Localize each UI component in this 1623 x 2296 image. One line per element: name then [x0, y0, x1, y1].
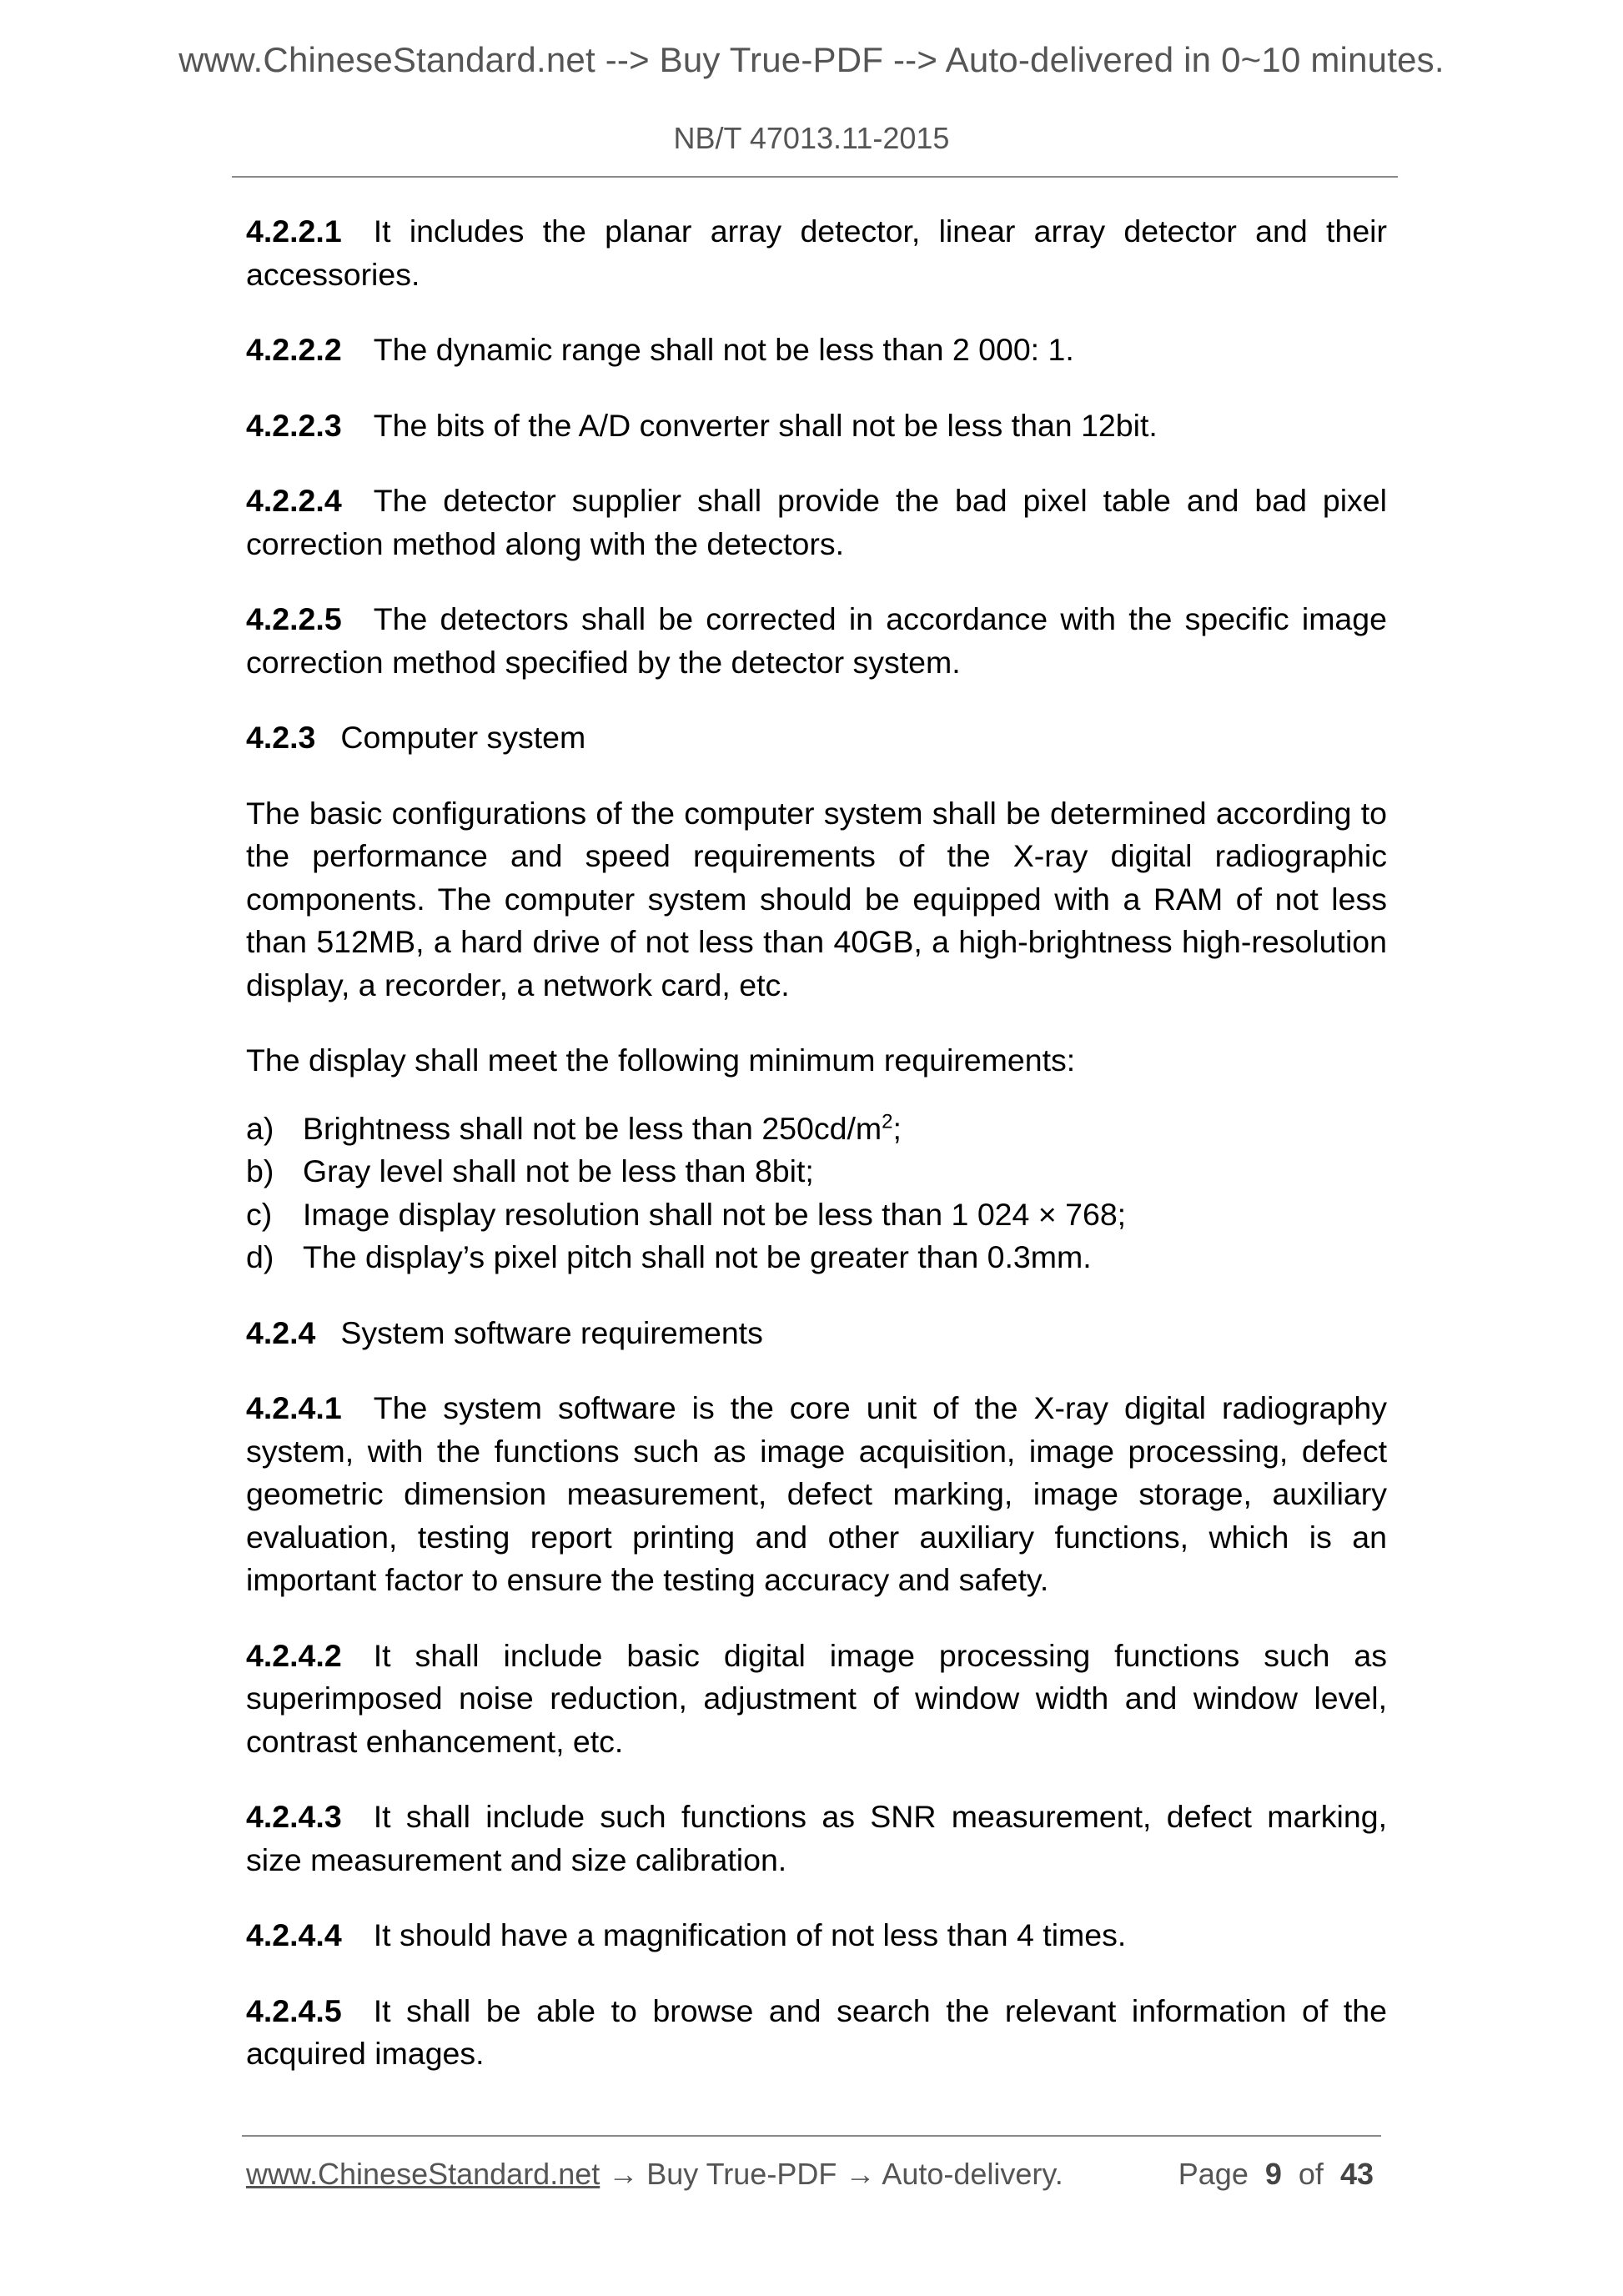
- display-requirements-list: [246, 1108, 1387, 1279]
- list-item: [246, 1108, 1387, 1151]
- clause-text: It shall be able to browse and search the relevant information of the acquired images.: [246, 1992, 1387, 2071]
- list-text: Brightness shall not be less than $250cd/m^2$;: [303, 1110, 902, 1146]
- total-pages: 43: [1339, 2157, 1374, 2191]
- list-label: d): [246, 1239, 274, 1274]
- clause-number: 4.2.4.5: [246, 1992, 342, 2028]
- clause-number: 4.2.4.1: [246, 1390, 342, 1425]
- clause-text: It includes the planar array detector, linear array detector and their accessories.: [246, 214, 1387, 292]
- clause-4-2-2-3: [246, 404, 1387, 448]
- clause-number: 4.2.2.1: [246, 214, 342, 249]
- heading-text: System software requirements: [340, 1314, 763, 1350]
- clause-4-2-4-5: [246, 1990, 1387, 2076]
- heading-text: Computer system: [340, 720, 586, 755]
- clause-text: The dynamic range shall not be less than 2 000: 1.: [373, 332, 1074, 367]
- clause-number: 4.2.2.4: [246, 483, 342, 518]
- list-text: The display’s pixel pitch shall not be greater than 0.3mm.: [303, 1239, 1092, 1274]
- clause-text: It should have a magnification of not less than 4 times.: [373, 1917, 1127, 1952]
- list-item: [246, 1236, 1387, 1279]
- footer-promo-text: → Buy True-PDF → Auto-delivery.: [600, 2157, 1063, 2191]
- clause-number: 4.2.4.2: [246, 1637, 342, 1673]
- clause-text: It shall include basic digital image processing functions such as superimposed noise reduction, adjustment of window width and window level, contrast enhancement, etc.: [246, 1637, 1387, 1759]
- clause-number: 4.2.4.3: [246, 1799, 342, 1834]
- clause-number: 4.2.4.4: [246, 1917, 342, 1952]
- clause-4-2-4-4: [246, 1914, 1387, 1957]
- clause-4-2-4-1: [246, 1387, 1387, 1602]
- list-label: b): [246, 1153, 274, 1188]
- clause-4-2-4-3: [246, 1796, 1387, 1882]
- heading-4-2-3: [246, 716, 1387, 760]
- list-text: Gray level shall not be less than 8bit;: [303, 1153, 814, 1188]
- clause-4-2-2-2: [246, 329, 1387, 372]
- paragraph-computer-config: The basic configurations of the computer system shall be determined according to the performance and speed requirements of the X-ray digital radiographic components. The computer system should be equipped with a RAM of not less than 512MB, a hard drive of not less than 40GB, a high-brightness high-resolution display, a recorder, a network card, etc.: [246, 795, 1387, 1002]
- paragraph-display-intro: The display shall meet the following minimum requirements:: [246, 1042, 1076, 1078]
- footer-divider: [242, 2135, 1381, 2137]
- top-banner: www.ChineseStandard.net --> Buy True-PDF --> Auto-delivered in 0~10 minutes.: [178, 40, 1445, 79]
- clause-text: It shall include such functions as SNR measurement, defect marking, size measurement and size calibration.: [246, 1799, 1387, 1877]
- clause-text: The bits of the A/D converter shall not be less than 12bit.: [373, 407, 1158, 443]
- clause-text: The system software is the core unit of the X-ray digital radiography system, with the functions such as image acquisition, image processing, defect geometric dimension measurement, defect marking, image storage, auxiliary evaluation, testing report printing and other auxiliary functions, which is an important factor to ensure the testing accuracy and safety.: [246, 1390, 1387, 1597]
- list-item: [246, 1193, 1387, 1237]
- current-page: 9: [1264, 2157, 1282, 2191]
- footer-site-link[interactable]: www.ChineseStandard.net: [246, 2157, 600, 2191]
- footer-promo: [246, 2157, 1063, 2192]
- document-id: NB/T 47013.11-2015: [673, 121, 950, 155]
- clause-4-2-2-5: [246, 598, 1387, 684]
- clause-4-2-2-1: [246, 210, 1387, 296]
- list-text: Image display resolution shall not be less than 1 024 × 768;: [303, 1196, 1127, 1232]
- header-divider: [232, 176, 1398, 178]
- clause-number: 4.2.2.2: [246, 332, 342, 367]
- list-item: [246, 1150, 1387, 1193]
- list-label: a): [246, 1110, 274, 1146]
- heading-4-2-4: [246, 1312, 1387, 1355]
- list-label: c): [246, 1196, 273, 1232]
- clause-text: The detectors shall be corrected in accordance with the specific image correction method specified by the detector system.: [246, 601, 1387, 680]
- page-indicator: Page 9 of 43: [1178, 2157, 1374, 2191]
- clause-number: 4.2.2.3: [246, 407, 342, 443]
- clause-4-2-4-2: [246, 1635, 1387, 1764]
- clause-number: 4.2.3: [246, 720, 316, 755]
- clause-number: 4.2.2.5: [246, 601, 342, 636]
- document-body: [246, 210, 1387, 2108]
- clause-text: The detector supplier shall provide the bad pixel table and bad pixel correction method along with the detectors.: [246, 483, 1387, 561]
- clause-4-2-2-4: [246, 480, 1387, 565]
- clause-number: 4.2.4: [246, 1314, 316, 1350]
